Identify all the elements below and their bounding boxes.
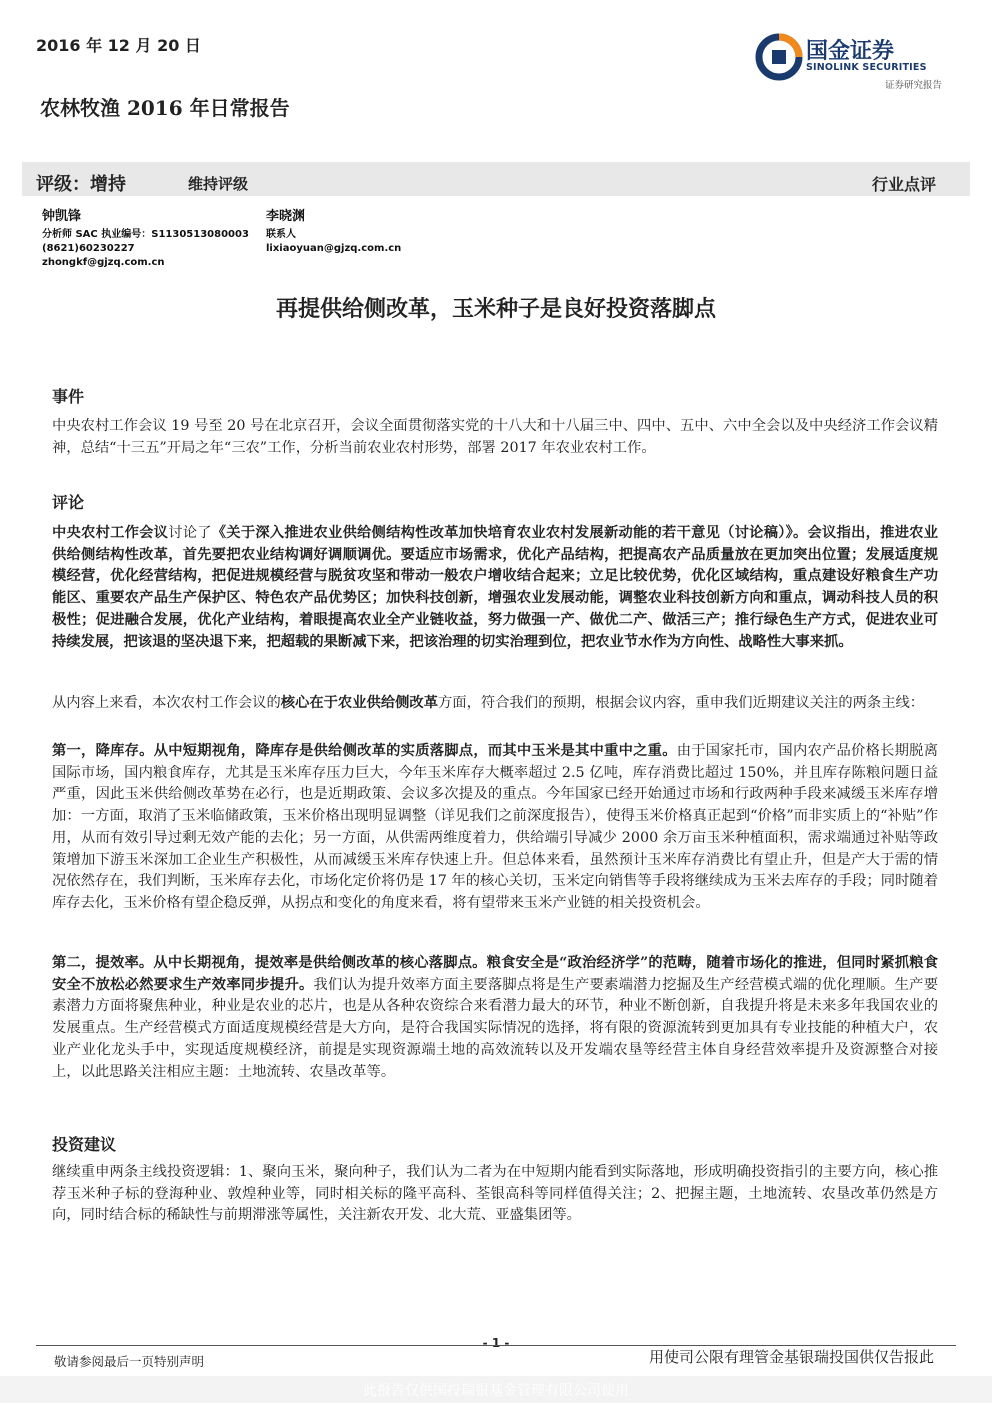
analyst-phone: (8621)60230227 [42, 243, 135, 254]
contact-name: 李晓渊 [266, 209, 306, 224]
contact-role: 联系人 [266, 229, 296, 240]
logo-text-en: SINOLINK SECURITIES [806, 62, 927, 73]
section-title-investment: 投资建议 [52, 1135, 117, 1154]
contact-card [266, 210, 401, 256]
analyst-card [42, 210, 249, 270]
comment-paragraph-2 [52, 693, 938, 715]
rating-action: 维持评级 [188, 175, 249, 193]
watermark-text: 此报告仅供国投瑞银基金管理有限公司使用 [363, 1383, 629, 1399]
comment-p2-rest: 方面，符合我们的预期，根据会议内容，重申我们近期建议关注的两条主线： [438, 695, 925, 711]
report-name: 农林牧渔 2016 年日常报告 [40, 96, 290, 120]
report-date: 2016 年 12 月 20 日 [36, 36, 201, 55]
report-category-label: 证券研究报告 [884, 80, 942, 91]
report-type: 行业点评 [871, 175, 936, 194]
contact-email[interactable]: lixiaoyuan@gjzq.com.cn [266, 243, 402, 254]
section-title-comment: 评论 [52, 493, 85, 512]
usage-note: 用使司公限有理管金基银瑞投国供仅告报此 [648, 1348, 934, 1366]
second-mainline-paragraph [52, 953, 938, 1083]
second-mainline-body: 我们认为提升效率方面主要落脚点将是生产要素端潜力挖掘及生产经营模式端的优化理顺。生产要素潜力方面将聚焦种业，种业是农业的芯片，也是从各种农资综合来看潜力最大的环节，种业不断创新，自我提升将是未来多年我国农业的发展重点。生产经营模式方面适度规模经营是大方向，是符合我国实际情况的选择，将有限的资源流转到更加具有专业技能的种植大户，农业产业化龙头手中，实现适度规模经济，前提是实现资源端土地的高效流转以及开发端农垦等经营主体自身经营效率提升及资源整合对接上，以此思路关注相应主题：土地流转、农垦改革等。 [52, 976, 939, 1080]
rating-band [22, 162, 970, 196]
logo-text-cn: 国金证券 [806, 39, 895, 64]
section-title-event: 事件 [52, 387, 85, 406]
page-number: - 1 - [482, 1336, 510, 1350]
investment-paragraph: 继续重申两条主线投资逻辑：1、聚向玉米，聚向种子，我们认为二者为在中短期内能看到实际落地，形成明确投资指引的主要方向，核心推荐玉米种子标的登海种业、敦煌种业等，同时相关标的隆平高科、荃银高科等同样值得关注；2、把握主题，土地流转、农垦改革仍然是方向，同时结合标的稀缺性与前期滞涨等属性，关注新农开发、北大荒、亚盛集团等。 [52, 1164, 938, 1224]
disclaimer-note: 敬请参阅最后一页特别声明 [54, 1354, 205, 1369]
event-paragraph: 中央农村工作会议 19 号至 20 号在北京召开，会议全面贯彻落实党的十八大和十八届三中、四中、五中、六中全会以及中央经济工作会议精神，总结“十三五”开局之年“三农”工作，分析当前农业农村形势，部署 2017 年农业农村工作。 [52, 418, 938, 456]
first-mainline-paragraph [52, 741, 938, 915]
watermark-banner [0, 1376, 992, 1403]
meeting-summary: 《关于深入推进农业供给侧结构性改革加快培育农业农村发展新动能的若干意见（讨论稿）》。会议指出，推进农业供给侧结构性改革，首先要把农业结构调好调顺调优。要适应市场需求，优化产品结构，把提高农产品质量放在更加突出位置；发展适度规模经营，优化经营结构，把促进规模经营与脱贫攻坚和带动一般农户增收结合起来；立足比较优势，优化区域结构，重点建设好粮食生产功能区、重要农产品生产保护区、特色农产品优势区；加快科技创新，增强农业发展动能，调整农业科技创新方向和重点，调动科技人员的积极性；促进融合发展，优化产业结构，着眼提高农业全产业链收益，努力做强一产、做优二产、做活三产；推行绿色生产方式，促进农业可持续发展，把该退的坚决退下来，把超载的果断减下来，把该治理的切实治理到位，把农业节水作为方向性、战略性大事来抓。 [52, 525, 939, 650]
meeting-name: 中央农村工作会议 [52, 525, 169, 541]
first-mainline-lead: 第一，降库存。从中短期视角，降库存是供给侧改革的实质落脚点，而其中玉米是其中重中之重。 [52, 743, 677, 759]
comment-p2-intro: 从内容上来看，本次农村工作会议的 [52, 695, 281, 711]
analyst-name: 钟凯锋 [42, 209, 82, 224]
analyst-email[interactable]: zhongkf@gjzq.com.cn [42, 257, 165, 268]
first-mainline-body: 由于国家托市，国内农产品价格长期脱离国际市场，国内粮食库存，尤其是玉米库存压力巨大，今年玉米库存大概率超过 2.5 亿吨，库存消费比超过 150%，并且库存陈粮问题日益严重，因此玉米供给侧改革势在必行，也是近期政策、会议多次提及的重点。今年国家已经开始通过市场和行政两种手段来减缓玉米库存增加：一方面，取消了玉米临储政策，玉米价格出现明显调整（详见我们之前深度报告），使得玉米价格真正起到“价格”而非实质上的“补贴”作用，从而有效引导过剩无效产能的去化；另一方面，从供需两维度着力，供给端引导减少 2000 余万亩玉米种植面积，需求端通过补贴等政策增加下游玉米深加工企业生产积极性，从而减缓玉米库存快速上升。但总体来看，虽然预计玉米库存消费比有望止升，但是产大于需的情况依然存在，我们判断，玉米库存去化，市场化定价将仍是 17 年的核心关切，玉米定向销售等手段将继续成为玉米去库存的手段；同时随着库存去化，玉米价格有望企稳反弹，从拐点和变化的角度来看，将有望带来玉米产业链的相关投资机会。 [52, 743, 938, 911]
comment-p2-core: 核心在于农业供给侧改革 [280, 695, 439, 711]
logo-mark-icon [754, 32, 804, 82]
discussed-text: 讨论了 [168, 525, 212, 541]
analyst-cert: 分析师 SAC 执业编号：S1130513080003 [42, 229, 249, 240]
second-mainline-lead: 第二，提效率。从中长期视角，提效率是供给侧改革的核心落脚点。粮食安全是“政治经济学”的范畴，随着市场化的推进，但同时紧抓粮食安全不放松必然要求生产效率同步提升。 [52, 955, 938, 993]
headline: 再提供给侧改革，玉米种子是良好投资落脚点 [275, 296, 716, 322]
rating-label: 评级：增持 [36, 174, 126, 195]
comment-paragraph-1 [52, 523, 938, 653]
